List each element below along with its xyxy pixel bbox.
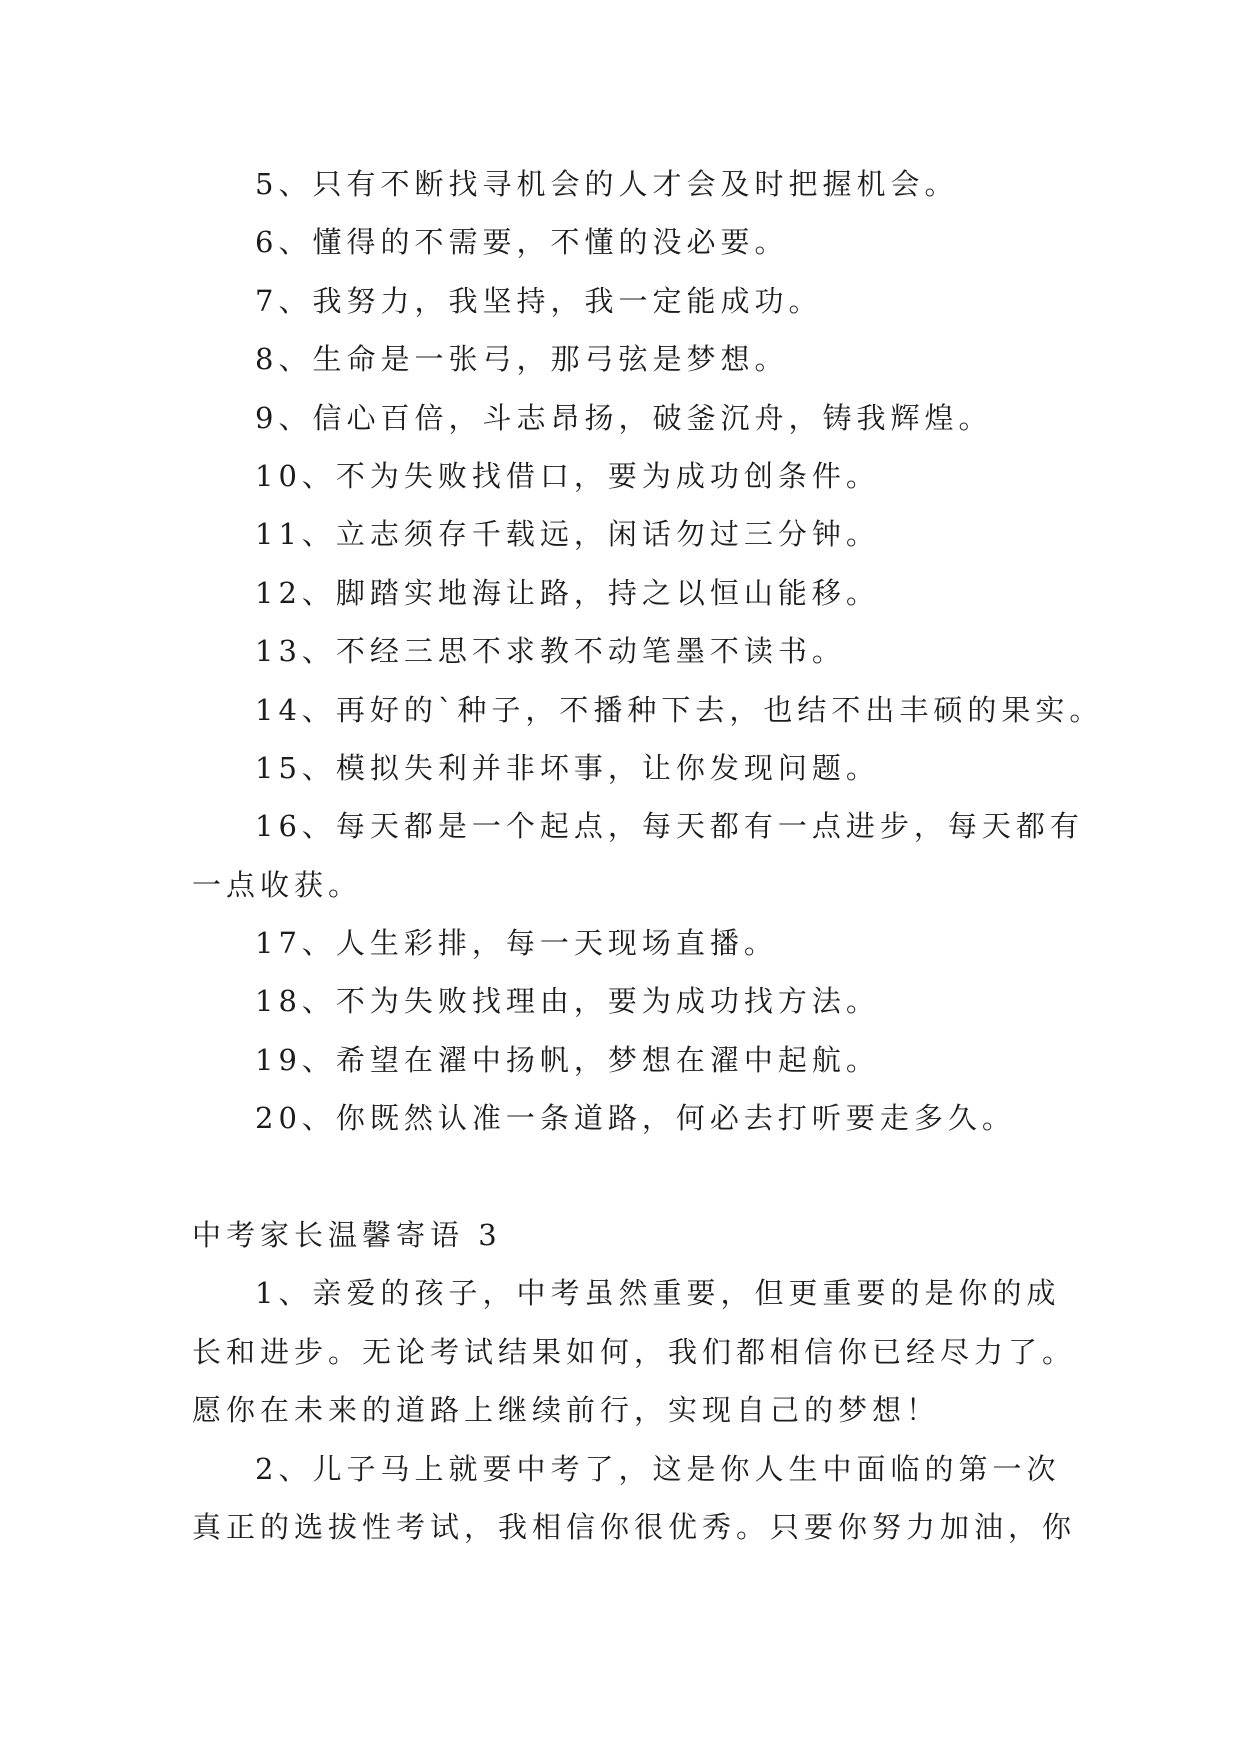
section-heading: 中考家长温馨寄语 3 [192, 1218, 502, 1253]
list-item-5 [192, 155, 1241, 213]
list-item-18 [192, 972, 1241, 1030]
list-item-17 [192, 914, 1241, 972]
text-line: 一点收获。 [192, 867, 363, 902]
section-3 [192, 1206, 1241, 1556]
text-line: 5、只有不断找寻机会的人才会及时把握机会。 [255, 167, 959, 201]
text-line: 长和进步。无论考试结果如何，我们都相信你已经尽力了。 [192, 1334, 1077, 1369]
list-item-15 [192, 739, 1241, 797]
list-item-8 [192, 330, 1241, 388]
text-line: 11、立志须存千载远，闲话勿过三分钟。 [255, 517, 880, 552]
text-line: 愿你在未来的道路上继续前行，实现自己的梦想！ [192, 1393, 941, 1428]
list-item-20 [192, 1089, 1241, 1147]
text-line: 2、儿子马上就要中考了，这是你人生中面临的第一次 [255, 1451, 1061, 1486]
section-paragraph-2 [192, 1440, 1241, 1557]
list-item-7 [192, 272, 1241, 330]
text-line: 15、模拟失利并非坏事，让你发现问题。 [255, 750, 880, 785]
text-line: 6、懂得的不需要，不懂的没必要。 [255, 225, 789, 260]
text-line: 19、希望在濯中扬帆，梦想在濯中起航。 [255, 1042, 880, 1077]
section-paragraph-1 [192, 1264, 1241, 1439]
text-line: 16、每天都是一个起点，每天都有一点进步，每天都有 [255, 809, 1084, 844]
text-line: 20、你既然认准一条道路，何必去打听要走多久。 [255, 1101, 1016, 1136]
list-item-6 [192, 213, 1241, 271]
text-line: 10、不为失败找借口，要为成功创条件。 [255, 458, 880, 493]
list-item-13 [192, 622, 1241, 680]
text-line: 7、我努力，我坚持，我一定能成功。 [255, 283, 823, 318]
text-line: 9、信心百倍，斗志昂扬，破釜沉舟，铸我辉煌。 [255, 400, 993, 435]
list-item-10 [192, 447, 1241, 505]
list-item-12 [192, 564, 1241, 622]
text-line: 1、亲爱的孩子，中考虽然重要，但更重要的是你的成 [255, 1276, 1061, 1311]
text-line: 18、不为失败找理由，要为成功找方法。 [255, 984, 880, 1019]
list-item-19 [192, 1031, 1241, 1089]
text-line: 14、再好的`种子，不播种下去，也结不出丰硕的果实。 [255, 692, 1104, 727]
text-line: 12、脚踏实地海让路，持之以恒山能移。 [255, 575, 880, 610]
list-item-9 [192, 389, 1241, 447]
text-line: 真正的选拔性考试，我相信你很优秀。只要你努力加油，你 [192, 1509, 1077, 1544]
list-item-14 [192, 681, 1241, 739]
text-line: 13、不经三思不求教不动笔墨不读书。 [255, 634, 846, 669]
motto-list [192, 155, 1241, 1148]
text-line: 8、生命是一张弓，那弓弦是梦想。 [255, 342, 789, 377]
text-line: 17、人生彩排，每一天现场直播。 [255, 926, 778, 961]
list-item-16 [192, 797, 1241, 914]
list-item-11 [192, 505, 1241, 563]
